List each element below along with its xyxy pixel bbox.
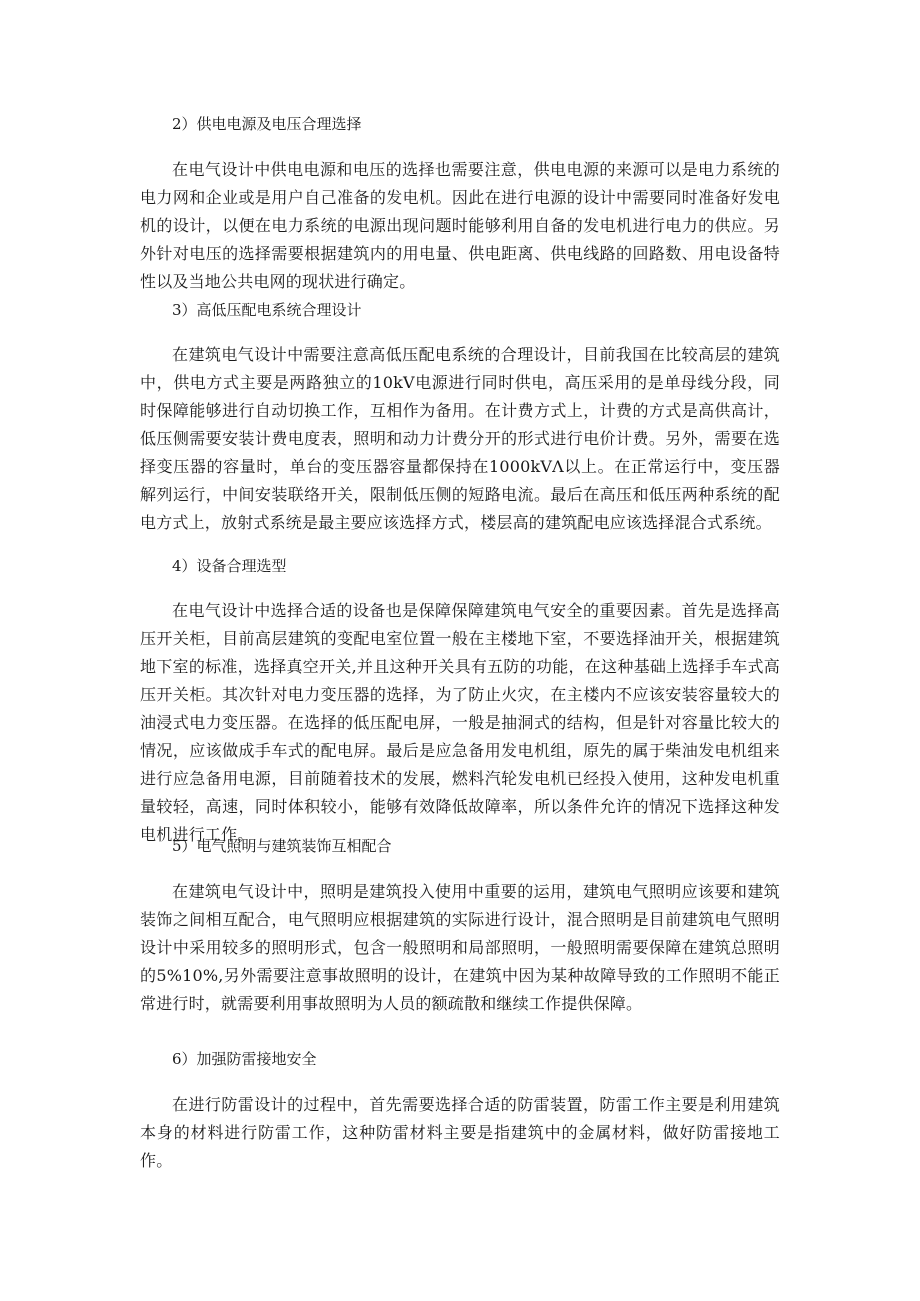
section-body-power-source: 在电气设计中供电电源和电压的选择也需要注意，供电电源的来源可以是电力系统的电力网和企业或是用户自己准备的发电机。因此在进行电源的设计中需要同时准备好发电机的设计，以便在电力系统的电源出现问题时能够利用自备的发电机进行电力的供应。另外针对电压的选择需要根据建筑内的用电量、供电距离、供电线路的回路数、用电设备特性以及当地公共电网的现状进行确定。 [140, 160, 780, 291]
section-heading-power-source: 2）供电电源及电压合理选择 [172, 115, 362, 133]
section-body-lightning-protection: 在进行防雷设计的过程中，首先需要选择合适的防雷装置，防雷工作主要是利用建筑本身的材料进行防雷工作，这种防雷材料主要是指建筑中的金属材料，做好防雷接地工作。 [140, 1095, 780, 1170]
section-body-distribution: 在建筑电气设计中需要注意高低压配电系统的合理设计，目前我国在比较高层的建筑中，供电方式主要是两路独立的10kV电源进行同时供电，高压采用的是单母线分段，同时保障能够进行自动切换工作，互相作为备用。在计费方式上，计费的方式是高供高计，低压侧需要安装计费电度表，照明和动力计费分开的形式进行电价计费。另外，需要在选择变压器的容量时，单台的变压器容量都保持在1000kVΛ以上。在正常运行中，变压器解列运行，中间安装联络开关，限制低压侧的短路电流。最后在高压和低压两种系统的配电方式上，放射式系统是最主要应该选择方式，楼层高的建筑配电应该选择混合式系统。 [140, 345, 780, 532]
section-body-lighting: 在建筑电气设计中，照明是建筑投入使用中重要的运用，建筑电气照明应该要和建筑装饰之间相互配合，电气照明应根据建筑的实际进行设计，混合照明是目前建筑电气照明设计中采用较多的照明形式，包含一般照明和局部照明，一般照明需要保障在建筑总照明的5%10%,另外需要注意事故照明的设计，在建筑中因为某种故障导致的工作照明不能正常进行时，就需要利用事故照明为人员的额疏散和继续工作提供保障。 [140, 882, 780, 1013]
section-heading-lightning-protection: 6）加强防雷接地安全 [172, 1050, 317, 1068]
section-body-equipment: 在电气设计中选择合适的设备也是保障保障建筑电气安全的重要因素。首先是选择高压开关柜，目前高层建筑的变配电室位置一般在主楼地下室，不要选择油开关，根据建筑地下室的标准，选择真空开关,并且这种开关具有五防的功能，在这种基础上选择手车式高压开关柜。其次针对电力变压器的选择，为了防止火灾，在主楼内不应该安装容量较大的油浸式电力变压器。在选择的低压配电屏，一般是抽洞式的结构，但是针对容量比较大的情况，应该做成手车式的配电屏。最后是应急备用发电机组，原先的属于柴油发电机组来进行应急备用电源，目前随着技术的发展，燃料汽轮发电机已经投入使用，这种发电机重量较轻，高速，同时体积较小，能够有效降低故障率，所以条件允许的情况下选择这种发电机进行工作。 [140, 601, 780, 844]
section-heading-equipment: 4）设备合理选型 [172, 557, 287, 575]
section-heading-distribution: 3）高低压配电系统合理设计 [172, 301, 362, 319]
section-heading-lighting: 5）电气照明与建筑装饰互相配合 [172, 837, 392, 855]
